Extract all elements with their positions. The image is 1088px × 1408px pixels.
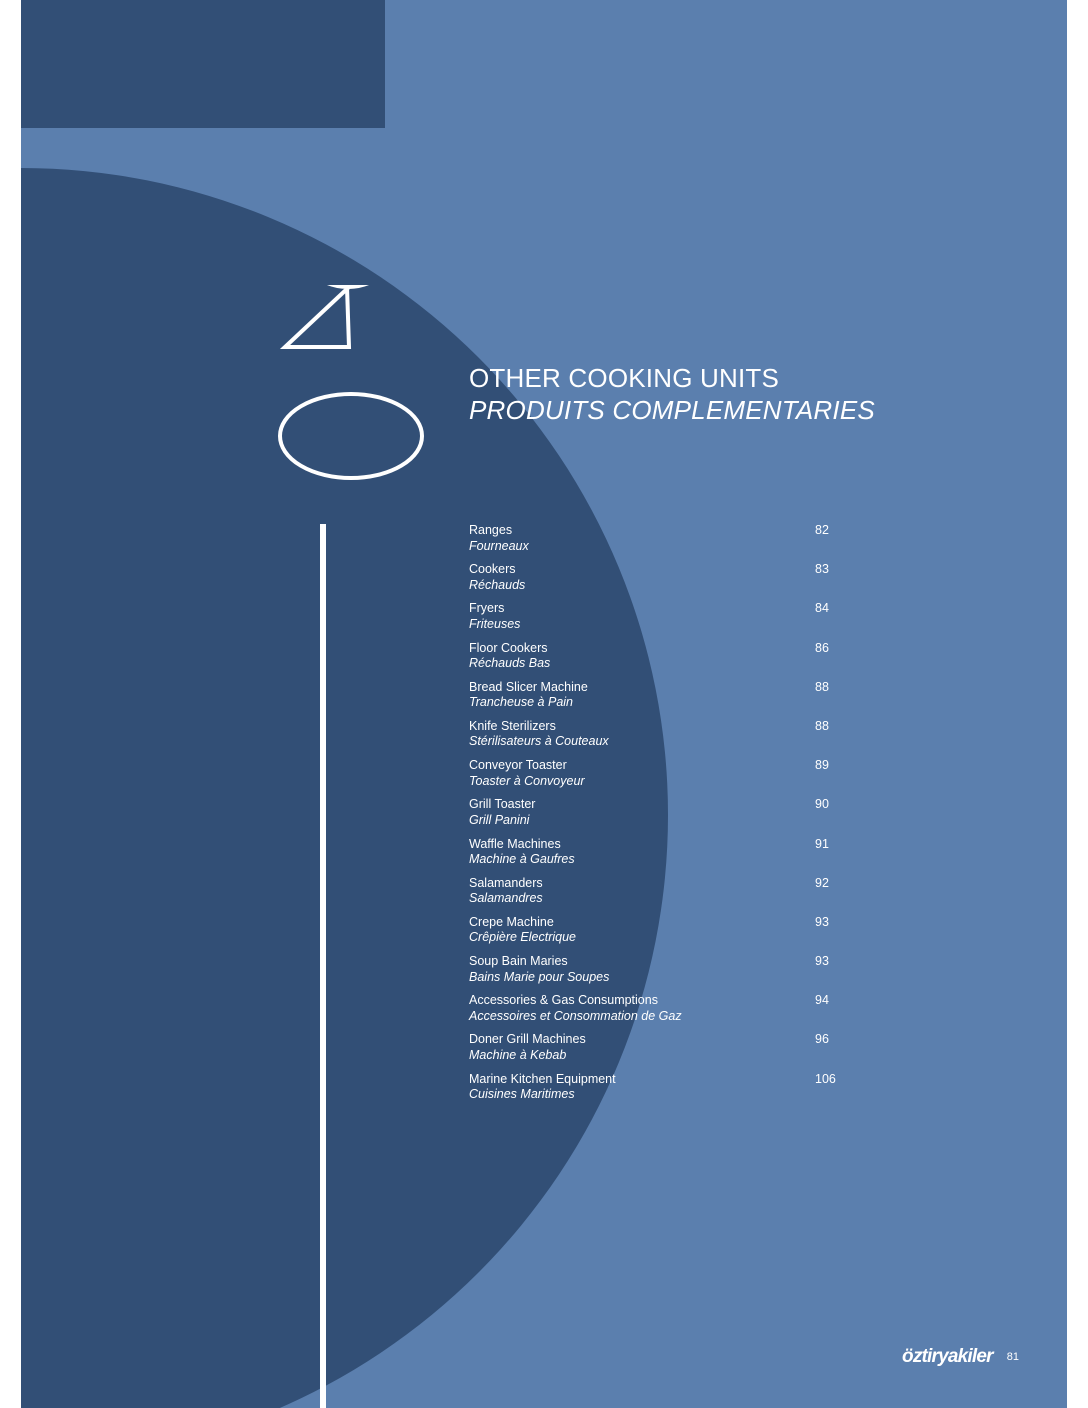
toc-item-title-fr: Friteuses [469, 616, 521, 631]
chapter-title-en: OTHER COOKING UNITS [469, 363, 780, 393]
toc-item-title-en: Conveyor Toaster [469, 758, 567, 773]
toc-item-title-en: Grill Toaster [469, 797, 536, 812]
toc-item-title-fr: Machine à Kebab [469, 1047, 567, 1062]
toc-item [469, 953, 839, 992]
toc-item-title-fr: Crêpière Electrique [469, 930, 576, 945]
toc-item-page: 82 [815, 523, 829, 537]
page [21, 0, 1067, 1408]
toc-item-title-en: Waffle Machines [469, 836, 561, 851]
toc-item-title-en: Crepe Machine [469, 914, 554, 929]
vertical-divider-line [320, 524, 326, 1408]
toc-item [469, 522, 839, 561]
toc-item-page: 96 [815, 1032, 829, 1047]
toc-item-page: 83 [815, 562, 829, 577]
toc-item-page: 86 [815, 640, 829, 655]
toc-item-page: 84 [815, 601, 829, 616]
chapter-title-fr: PRODUITS COMPLEMENTARIES [469, 395, 875, 425]
toc-item [469, 1071, 839, 1110]
top-dark-block [21, 0, 385, 128]
toc-item-title-fr: Accessoires et Consommation de Gaz [469, 1008, 682, 1023]
toc-item-title-en: Ranges [469, 523, 513, 537]
toc-item-page: 92 [815, 875, 829, 890]
toc-item-title-fr: Réchauds Bas [469, 656, 551, 671]
toc-item-page: 88 [815, 718, 829, 733]
toc-item-title-en: Marine Kitchen Equipment [469, 1071, 616, 1086]
toc-item-title-fr: Salamandres [469, 891, 543, 906]
chapter-number-graphic [251, 285, 461, 485]
toc-item-title-en: Cookers [469, 562, 516, 577]
toc-item-title-en: Soup Bain Maries [469, 954, 568, 969]
toc-item-title-fr: Cuisines Maritimes [469, 1087, 575, 1102]
toc-item [469, 640, 839, 679]
toc-item [469, 914, 839, 953]
footer [902, 1346, 1019, 1368]
toc-item [469, 679, 839, 718]
toc-item-page: 93 [815, 954, 829, 969]
toc-item [469, 600, 839, 639]
toc-item [469, 561, 839, 600]
toc-item-title-fr: Stérilisateurs à Couteaux [469, 734, 609, 749]
chapter-heading [469, 362, 875, 426]
toc-item-title-en: Bread Slicer Machine [469, 679, 588, 694]
page-number: 81 [1006, 1351, 1019, 1363]
toc-item [469, 836, 839, 875]
table-of-contents [469, 522, 839, 1110]
toc-item-page: 91 [815, 836, 829, 851]
toc-item [469, 875, 839, 914]
toc-item-title-fr: Grill Panini [469, 812, 530, 827]
toc-item-title-fr: Toaster à Convoyeur [469, 773, 585, 788]
toc-item-title-en: Fryers [469, 601, 505, 616]
toc-item-title-fr: Bains Marie pour Soupes [469, 969, 610, 984]
toc-item-title-en: Doner Grill Machines [469, 1032, 586, 1047]
toc-item-title-en: Floor Cookers [469, 640, 548, 655]
toc-item [469, 757, 839, 796]
toc-item-title-en: Accessories & Gas Consumptions [469, 993, 658, 1008]
toc-item-page: 106 [815, 1071, 836, 1086]
toc-item-page: 94 [815, 993, 829, 1008]
toc-item-title-fr: Fourneaux [469, 538, 529, 553]
toc-item-page: 88 [815, 679, 829, 694]
toc-item-title-fr: Machine à Gaufres [469, 852, 575, 866]
toc-item-title-en: Knife Sterilizers [469, 718, 556, 733]
toc-item-title-en: Salamanders [469, 875, 543, 890]
toc-item-page: 90 [815, 797, 829, 812]
toc-item [469, 992, 839, 1031]
toc-item-title-fr: Trancheuse à Pain [469, 695, 573, 710]
toc-item [469, 718, 839, 757]
toc-item-page: 89 [815, 758, 829, 773]
brand-logo: öztiryakiler [902, 1346, 993, 1367]
toc-item-title-fr: Réchauds [469, 577, 526, 592]
toc-item-page: 93 [815, 914, 829, 929]
chapter-number [251, 285, 461, 485]
toc-item [469, 796, 839, 835]
toc-item [469, 1031, 839, 1070]
